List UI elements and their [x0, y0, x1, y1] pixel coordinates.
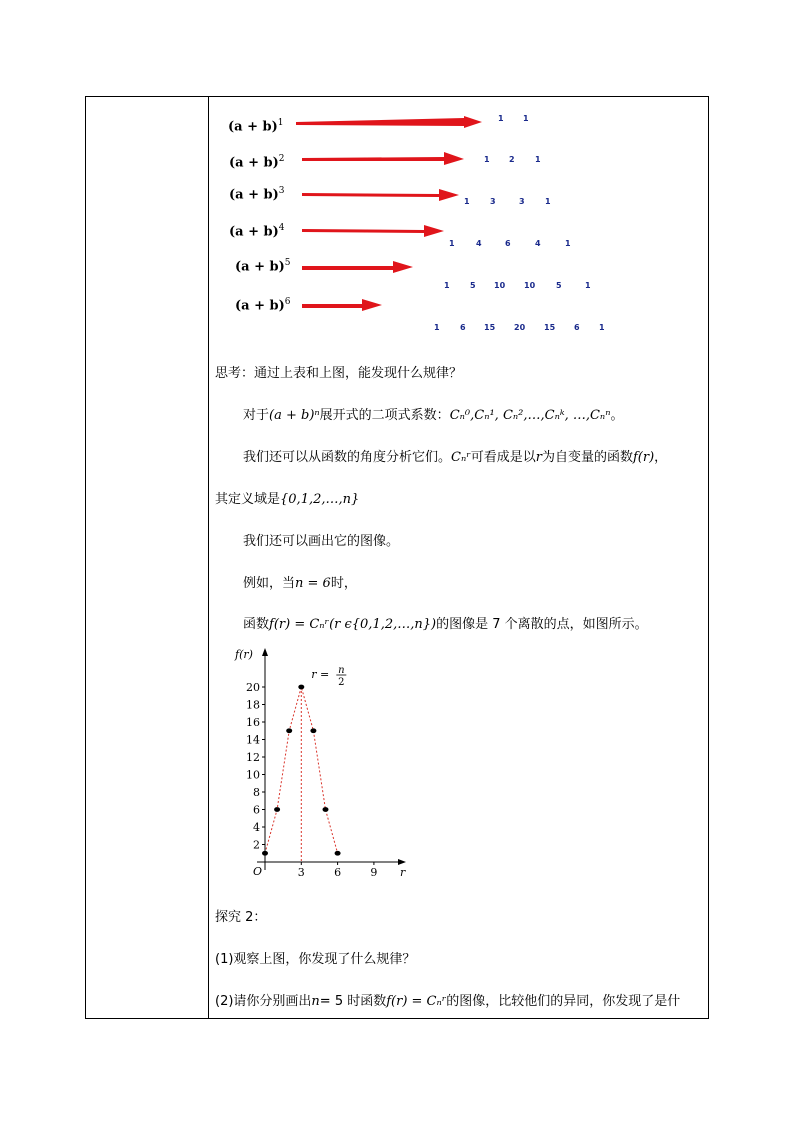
graph-intro-line: 我们还可以画出它的图像。	[243, 534, 400, 549]
example-line: 例如，当n = 6时，	[243, 576, 357, 591]
arrow-1	[296, 116, 486, 130]
coef-r5-2: 10	[494, 281, 506, 290]
annotation-lhs: r =	[311, 668, 330, 681]
y-axis-label: f(r)	[235, 648, 253, 661]
y-tick-label-4: 4	[253, 821, 260, 834]
data-point-6	[335, 851, 341, 856]
coef-r6-0: 1	[434, 323, 440, 332]
coef-r6-3: 20	[514, 323, 526, 332]
y-tick-label-2: 2	[253, 838, 260, 852]
origin-label: O	[253, 865, 263, 878]
coef-r2-1: 2	[509, 155, 515, 164]
coef-r4-3: 4	[535, 239, 541, 248]
x-tick-label-6: 6	[334, 866, 342, 879]
question-1: (1)观察上图，你发现了什么规律？	[215, 952, 416, 967]
y-tick-label-18: 18	[246, 698, 260, 712]
coef-r5-3: 10	[524, 281, 536, 290]
y-axis-arrowhead	[262, 648, 268, 656]
arrow-5	[302, 261, 417, 275]
coef-r6-6: 1	[599, 323, 605, 332]
think-prompt: 思考：通过上表和上图，能发现什么规律？	[215, 366, 463, 381]
y-tick-label-8: 8	[253, 786, 260, 799]
expansion-2-label: $(a + b)^2$	[229, 154, 285, 171]
coef-r6-2: 15	[484, 323, 496, 332]
expansion-3-label: $(a + b)^3$	[229, 186, 285, 203]
coef-r4-2: 6	[505, 239, 511, 248]
data-point-5	[323, 807, 329, 812]
domain-line: 其定义域是{0,1,2,…,n}	[215, 492, 360, 507]
explore-heading: 探究 2：	[215, 910, 267, 925]
coef-r4-4: 1	[565, 239, 571, 248]
coef-r2-0: 1	[484, 155, 490, 164]
y-tick-label-10: 10	[246, 768, 260, 782]
coef-r5-1: 5	[470, 281, 476, 290]
coef-r6-1: 6	[460, 323, 466, 332]
coef-r3-1: 3	[490, 197, 496, 206]
x-tick-label-9: 9	[370, 866, 378, 879]
coef-r5-5: 1	[585, 281, 591, 290]
arrow-4	[302, 224, 447, 238]
y-tick-label-16: 16	[246, 716, 260, 729]
arrow-2	[302, 152, 467, 166]
data-point-2	[286, 728, 292, 733]
coef-r5-4: 5	[556, 281, 562, 290]
coef-r5-0: 1	[444, 281, 450, 290]
coef-r3-0: 1	[464, 197, 470, 206]
question-2: (2)请你分别画出n= 5 时函数f(r) = Cₙʳ的图像，比较他们的异同，你发现了是什	[215, 994, 681, 1009]
x-axis-label: r	[400, 866, 406, 879]
coef-r4-0: 1	[449, 239, 455, 248]
column-divider	[208, 97, 209, 1018]
annotation-numerator: n	[338, 665, 345, 676]
x-axis-arrowhead	[398, 859, 406, 865]
binomial-coefficient-line: 对于(a + b)ⁿ展开式的二项式系数：Cₙ⁰,Cₙ¹, Cₙ²,…,Cₙᵏ, …,Cₙⁿ。	[243, 408, 624, 423]
function-view-line: 我们还可以从函数的角度分析它们。Cₙʳ可看成是以r为自变量的函数f(r)，	[243, 450, 668, 465]
coef-r3-2: 3	[519, 197, 525, 206]
y-tick-label-6: 6	[253, 803, 260, 817]
expansion-1-label: $(a + b)^1$	[228, 118, 284, 135]
arrow-6	[302, 299, 386, 313]
coef-r3-3: 1	[545, 197, 551, 206]
coef-r2-2: 1	[535, 155, 541, 164]
data-point-4	[310, 728, 316, 733]
coef-r1-1: 1	[523, 114, 529, 123]
x-tick-label-3: 3	[297, 866, 305, 879]
annotation-denominator: 2	[338, 677, 345, 688]
data-point-0	[262, 851, 268, 856]
data-point-1	[274, 807, 280, 812]
y-tick-label-14: 14	[246, 733, 260, 747]
coef-r4-1: 4	[476, 239, 482, 248]
y-tick-label-12: 12	[246, 751, 260, 764]
expansion-4-label: $(a + b)^4$	[229, 223, 285, 240]
expansion-6-label: $(a + b)^6$	[235, 297, 291, 314]
discrete-points-line: 函数f(r) = Cₙʳ(r ϵ{0,1,2,…,n})的图像是 7 个离散的点，如图所示。	[243, 617, 648, 632]
arrow-3	[302, 188, 462, 202]
data-point-3	[298, 685, 304, 690]
expansion-5-label: $(a + b)^5$	[235, 258, 291, 275]
binomial-function-chart	[212, 640, 412, 880]
coef-r6-4: 15	[544, 323, 556, 332]
coef-r6-5: 6	[574, 323, 580, 332]
coef-r1-0: 1	[498, 114, 504, 123]
y-tick-label-20: 20	[246, 681, 260, 694]
